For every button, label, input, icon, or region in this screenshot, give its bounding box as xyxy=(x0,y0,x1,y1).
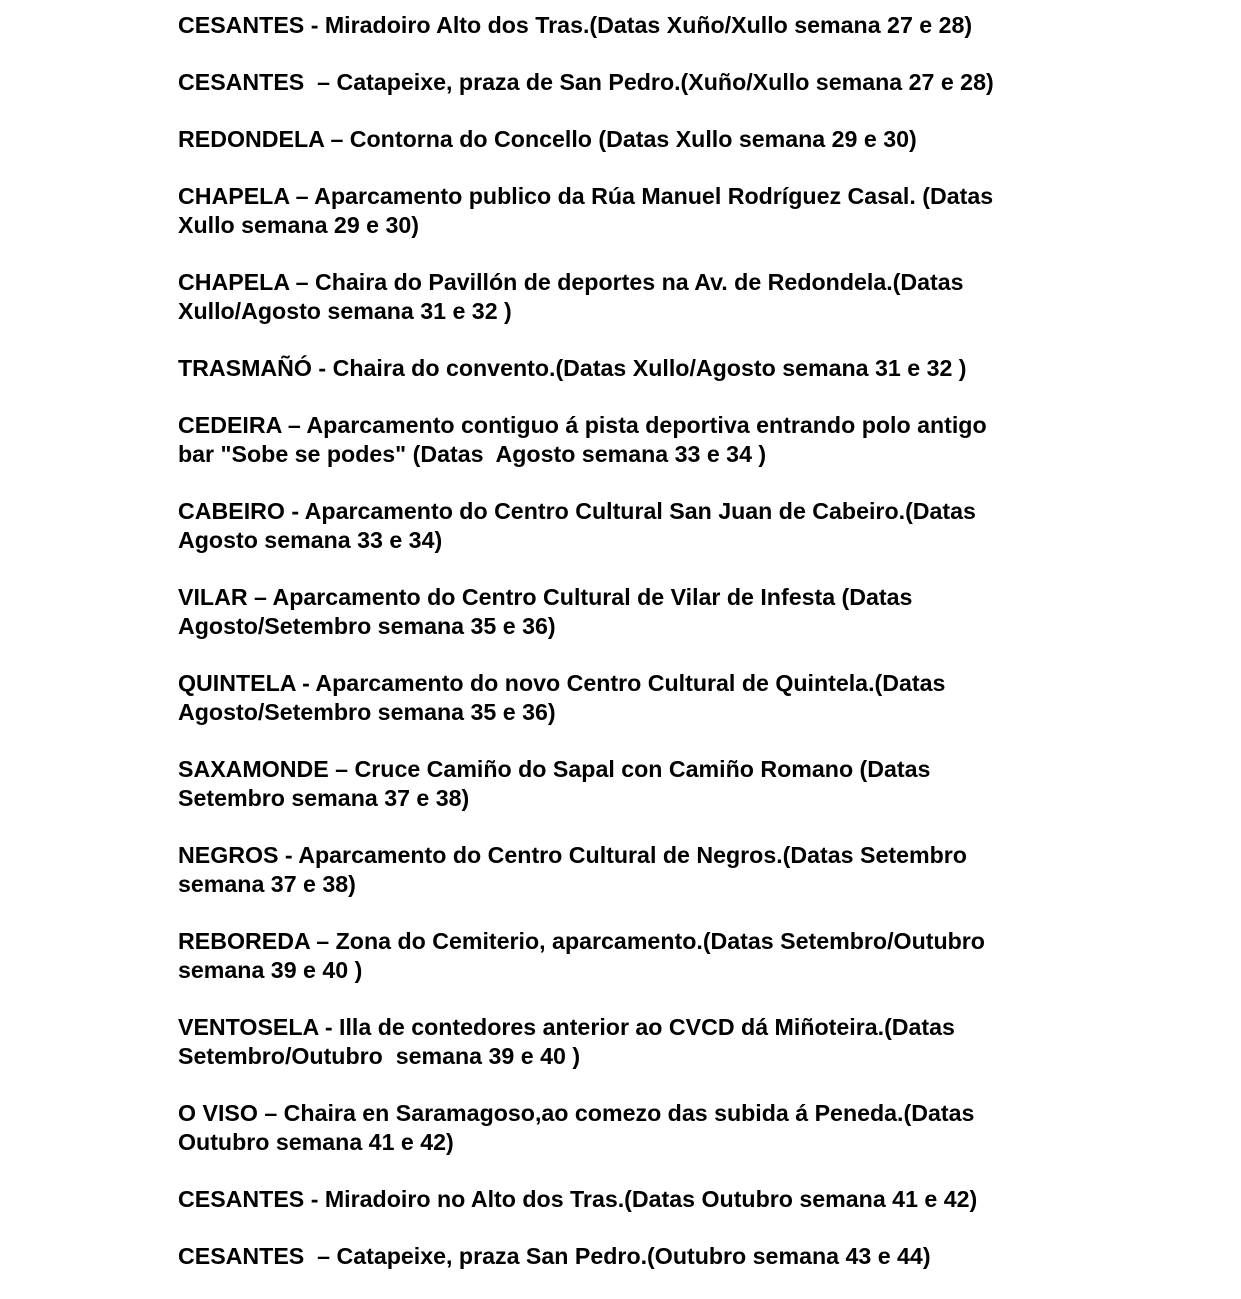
entry-vilar: VILAR – Aparcamento do Centro Cultural de Vilar de Infesta (Datas Agosto/Setembro semana 35 e 36) xyxy=(178,584,913,639)
entry-redondela: REDONDELA – Contorna do Concello (Datas Xullo semana 29 e 30) xyxy=(178,126,917,152)
entry-cedeira: CEDEIRA – Aparcamento contiguo á pista deportiva entrando polo antigo bar "Sobe se podes" (Datas Agosto semana 33 e 34 ) xyxy=(178,412,987,467)
entry-negros: NEGROS - Aparcamento do Centro Cultural de Negros.(Datas Setembro semana 37 e 38) xyxy=(178,842,967,897)
entry-cabeiro: CABEIRO - Aparcamento do Centro Cultural San Juan de Cabeiro.(Datas Agosto semana 33 e 34) xyxy=(178,498,976,553)
entry-quintela: QUINTELA - Aparcamento do novo Centro Cultural de Quintela.(Datas Agosto/Setembro semana 35 e 36) xyxy=(178,670,946,725)
entry-o-viso: O VISO – Chaira en Saramagoso,ao comezo das subida á Peneda.(Datas Outubro semana 41 e 42) xyxy=(178,1100,975,1155)
entry-cesantes-catapeixe-outubro: CESANTES – Catapeixe, praza San Pedro.(Outubro semana 43 e 44) xyxy=(178,1243,931,1269)
entry-cesantes-catapeixe: CESANTES – Catapeixe, praza de San Pedro.(Xuño/Xullo semana 27 e 28) xyxy=(178,69,994,95)
entry-cesantes-miradoiro-outubro: CESANTES - Miradoiro no Alto dos Tras.(Datas Outubro semana 41 e 42) xyxy=(178,1186,978,1212)
entry-reboreda: REBOREDA – Zona do Cemiterio, aparcamento.(Datas Setembro/Outubro semana 39 e 40 ) xyxy=(178,928,985,983)
entry-cesantes-miradoiro: CESANTES - Miradoiro Alto dos Tras.(Datas Xuño/Xullo semana 27 e 28) xyxy=(178,12,973,38)
entry-saxamonde: SAXAMONDE – Cruce Camiño do Sapal con Camiño Romano (Datas Setembro semana 37 e 38) xyxy=(178,756,931,811)
entry-chapela-aparcamento: CHAPELA – Aparcamento publico da Rúa Manuel Rodríguez Casal. (Datas Xullo semana 29 e 30) xyxy=(178,183,994,238)
entry-trasmano: TRASMAÑÓ - Chaira do convento.(Datas Xullo/Agosto semana 31 e 32 ) xyxy=(178,355,967,381)
document-page xyxy=(178,11,1078,1299)
entry-ventosela: VENTOSELA - Illa de contedores anterior ao CVCD dá Miñoteira.(Datas Setembro/Outubro semana 39 e 40 ) xyxy=(178,1014,955,1069)
entry-chapela-pavillon: CHAPELA – Chaira do Pavillón de deportes na Av. de Redondela.(Datas Xullo/Agosto semana 31 e 32 ) xyxy=(178,269,964,324)
